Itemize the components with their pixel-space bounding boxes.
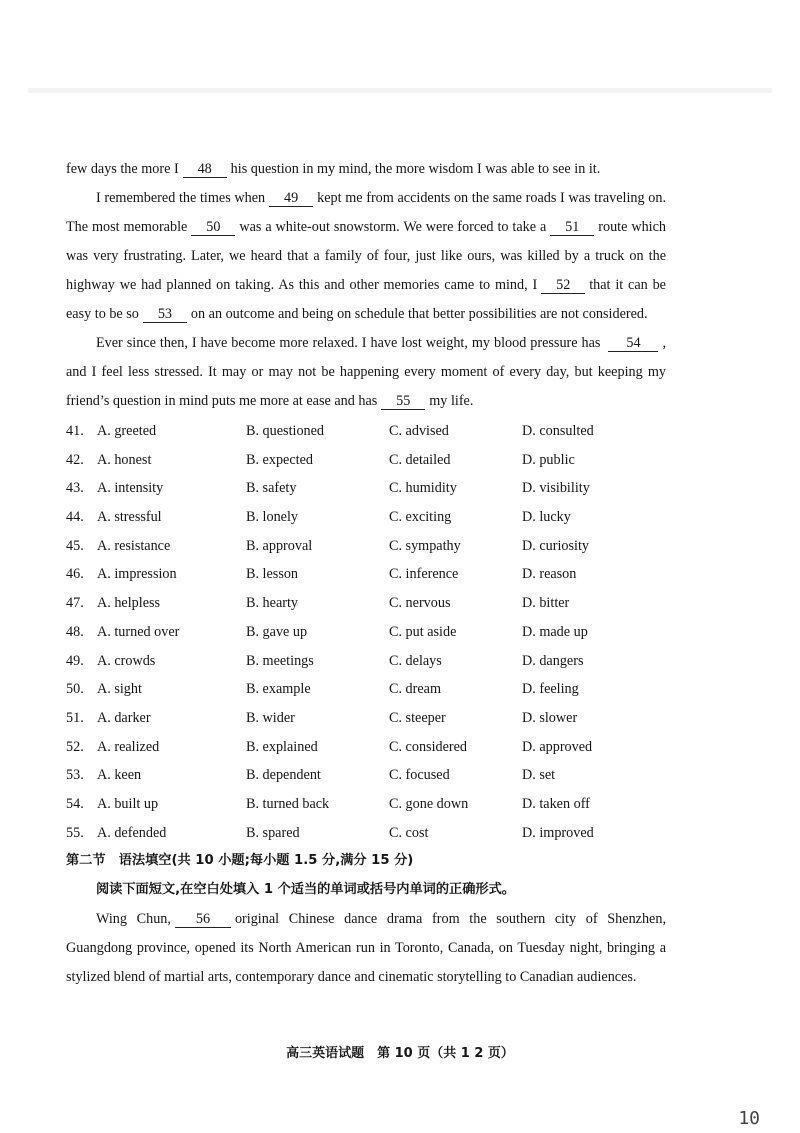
page-footer: 高三英语试题 第 10 页（共 1 2 页） bbox=[286, 1046, 514, 1061]
option-row-44: 44. A. stressful B. lonely C. exciting D. lucky bbox=[66, 509, 571, 526]
option-row-51: 51. A. darker B. wider C. steeper D. slower bbox=[66, 709, 578, 726]
option-row-42: 42. A. honest B. expected C. detailed D. public bbox=[66, 451, 575, 468]
blank-50: 50 bbox=[191, 219, 235, 236]
page-number: 10 bbox=[738, 1108, 760, 1129]
blank-48: 48 bbox=[183, 161, 227, 178]
option-row-52: 52. A. realized B. explained C. considered D. approved bbox=[66, 738, 593, 755]
scan-edge-band bbox=[28, 88, 772, 93]
blank-54: 54 bbox=[608, 335, 658, 352]
option-row-43: 43. A. intensity B. safety C. humidity D. visibility bbox=[66, 480, 590, 497]
blank-52: 52 bbox=[541, 277, 585, 294]
option-row-54: 54. A. built up B. turned back C. gone down D. taken off bbox=[66, 795, 590, 812]
option-row-47: 47. A. helpless B. hearty C. nervous D. bitter bbox=[66, 595, 570, 612]
option-row-46: 46. A. impression B. lesson C. inference D. reason bbox=[66, 566, 577, 583]
option-row-48: 48. A. turned over B. gave up C. put aside D. made up bbox=[66, 623, 588, 640]
option-row-41: 41. A. greeted B. questioned C. advised D. consulted bbox=[66, 423, 594, 439]
passage-paragraph-2: I remembered the times when 49 kept me from accidents on the same roads I was traveling on. The most memorable 50 was a white-out snowstorm. We were forced to take a 51 route which was very frustrating. Later, we heard that a family of four, just like ours, was killed by a truck on the highway we had planned on taking. As this and other memories came to mind, I 52 that it can be easy to be so 53 on an outcome and being on schedule that better possibilities are not considered. bbox=[66, 190, 667, 322]
option-row-55: 55. A. defended B. spared C. cost D. improved bbox=[66, 824, 594, 841]
blank-49: 49 bbox=[269, 190, 313, 207]
section-2-passage: Wing Chun, 56 original Chinese dance drama from the southern city of Shenzhen, Guangdong province, opened its North American run in Toronto, Canada, on Tuesday night, bringing a stylized blend of martial arts, contemporary dance and cinematic storytelling to Canadian audiences. bbox=[66, 911, 666, 986]
section-2-instruction: 阅读下面短文,在空白处填入 1 个适当的单词或括号内单词的正确形式。 bbox=[96, 882, 515, 898]
passage-paragraph-1: few days the more I 48 his question in my mind, the more wisdom I was able to see in it. bbox=[66, 161, 601, 177]
option-row-53: 53. A. keen B. dependent C. focused D. set bbox=[66, 767, 556, 784]
option-row-50: 50. A. sight B. example C. dream D. feeling bbox=[66, 681, 579, 698]
blank-56: 56 bbox=[175, 911, 231, 928]
answer-options bbox=[66, 417, 666, 847]
option-row-49: 49. A. crowds B. meetings C. delays D. dangers bbox=[66, 652, 584, 669]
exam-page bbox=[66, 155, 666, 992]
passage-paragraph-3: Ever since then, I have become more relaxed. I have lost weight, my blood pressure has 54 , and I feel less stressed. It may or may not be happening every moment of every day, but keeping my friend’s question in mind puts me more at ease and has 55 my life. bbox=[66, 335, 666, 409]
blank-55: 55 bbox=[381, 393, 425, 410]
section-2-heading: 第二节 语法填空(共 10 小题;每小题 1.5 分,满分 15 分) bbox=[66, 853, 414, 869]
option-row-45: 45. A. resistance B. approval C. sympathy D. curiosity bbox=[66, 537, 589, 554]
blank-51: 51 bbox=[550, 219, 594, 236]
blank-53: 53 bbox=[143, 306, 187, 323]
